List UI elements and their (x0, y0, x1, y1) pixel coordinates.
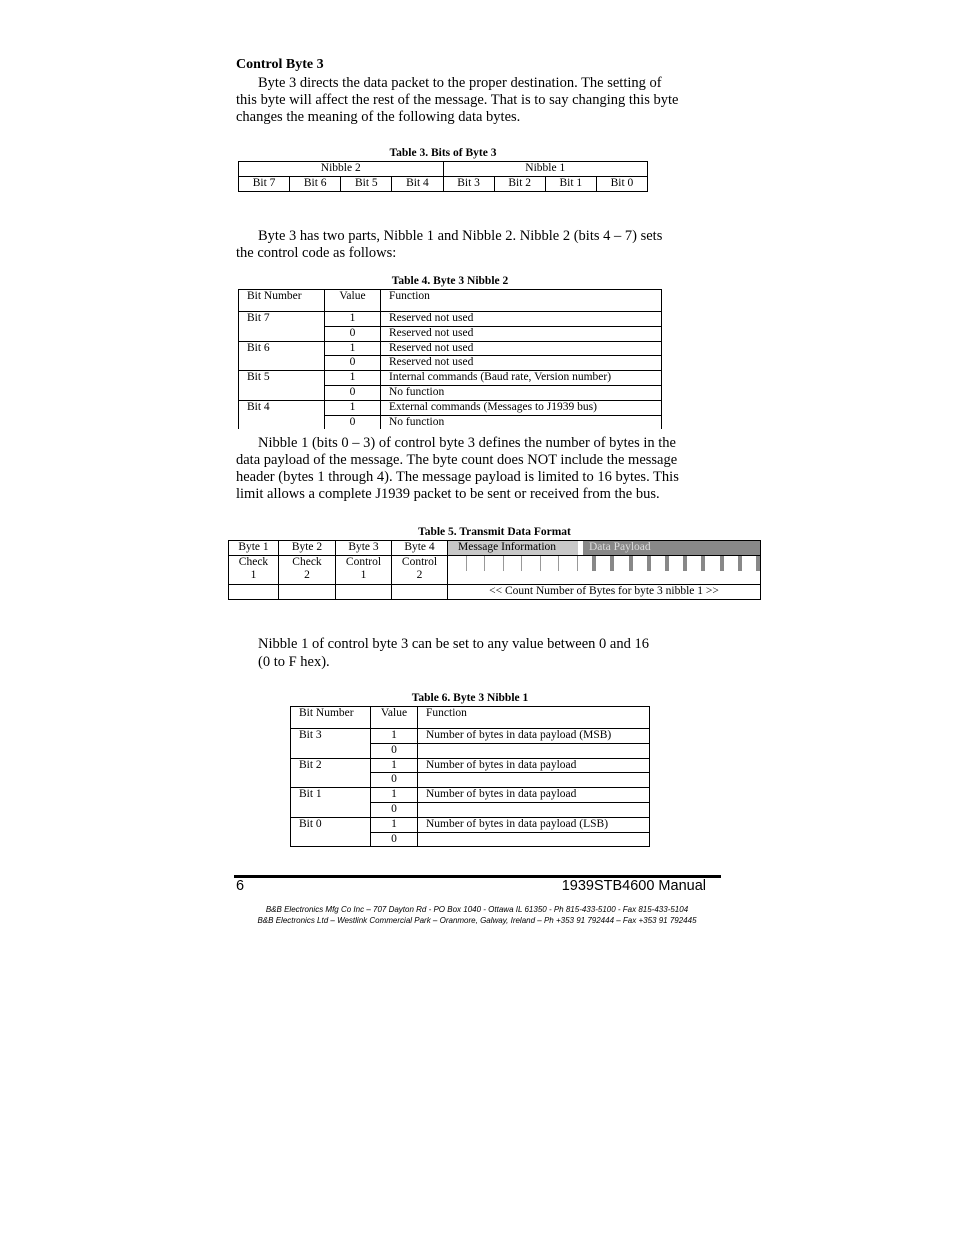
nibble-paragraph (236, 228, 662, 262)
value-cell: 1 (325, 371, 381, 386)
function-cell: Number of bytes in data payload (LSB) (418, 817, 650, 832)
footer-address-us: B&B Electronics Mfg Co Inc – 707 Dayton Rd - PO Box 1040 - Ottawa IL 61350 - Ph 815-433-5100 - Fax 815-433-5104 (265, 905, 689, 914)
bit-label: Bit 3 (291, 729, 371, 759)
function-cell (418, 743, 650, 758)
value-cell: 0 (325, 415, 381, 429)
text-line: Byte 3 has two parts, Nibble 1 and Nibble 2. Nibble 2 (bits 4 – 7) sets (258, 228, 663, 244)
function-cell: Reserved not used (381, 356, 662, 371)
function-cell: Number of bytes in data payload (MSB) (418, 729, 650, 744)
nibble-2-header: Nibble 2 (239, 162, 444, 177)
column-header: Function (418, 707, 650, 729)
bit-cell: Bit 2 (494, 177, 545, 192)
data-payload-label: Data Payload (583, 541, 760, 555)
byte-role: Control 1 (336, 556, 392, 585)
message-information-label: Message Information (448, 541, 578, 555)
bit-cell: Bit 5 (341, 177, 392, 192)
text-line: changes the meaning of the following data bytes. (236, 109, 521, 125)
text-line: this byte will affect the rest of the message. That is to say changing this byte (236, 92, 679, 108)
bit-label: Bit 6 (239, 341, 325, 371)
value-cell: 1 (325, 312, 381, 327)
text-line: data payload of the message. The byte count does NOT include the message (236, 452, 678, 468)
table3-caption: Table 3. Bits of Byte 3 (389, 147, 497, 159)
byte-role: Control 2 (392, 556, 448, 585)
range-paragraph (258, 636, 649, 671)
function-cell: No function (381, 385, 662, 400)
bit-label: Bit 7 (239, 312, 325, 342)
value-cell: 1 (371, 758, 418, 773)
footer-address-ie: B&B Electronics Ltd – Westlink Commercial Park – Oranmore, Galway, Ireland – Ph +353 91 792444 – Fax +353 91 792445 (257, 916, 697, 925)
value-cell: 0 (325, 326, 381, 341)
function-cell: No function (381, 415, 662, 429)
value-cell: 1 (371, 729, 418, 744)
text-line: the control code as follows: (236, 245, 397, 261)
bit-label: Bit 1 (291, 788, 371, 818)
table6-caption: Table 6. Byte 3 Nibble 1 (411, 692, 529, 704)
table5 (228, 540, 761, 600)
payload-paragraph (236, 435, 679, 503)
table3 (238, 161, 648, 192)
byte-header: Byte 4 (392, 541, 448, 556)
manual-title: 1939STB4600 Manual (561, 878, 706, 894)
bit-label: Bit 4 (239, 400, 325, 429)
byte-header: Byte 1 (229, 541, 279, 556)
function-cell: Reserved not used (381, 312, 662, 327)
bit-label: Bit 2 (291, 758, 371, 788)
text-line: header (bytes 1 through 4). The message payload is limited to 16 bytes. This (236, 469, 679, 485)
bit-cell: Bit 0 (596, 177, 647, 192)
function-cell (418, 773, 650, 788)
byte-role: Check 2 (279, 556, 336, 585)
function-cell: Number of bytes in data payload (418, 758, 650, 773)
value-cell: 1 (325, 341, 381, 356)
bit-label: Bit 5 (239, 371, 325, 401)
function-cell (418, 802, 650, 817)
bit-label: Bit 0 (291, 817, 371, 847)
value-cell: 0 (371, 743, 418, 758)
bit-cell: Bit 7 (239, 177, 290, 192)
value-cell: 1 (325, 400, 381, 415)
byte-role: Check 1 (229, 556, 279, 585)
value-cell: 0 (371, 773, 418, 788)
text-line: (0 to F hex). (258, 654, 330, 670)
bit-cell: Bit 6 (290, 177, 341, 192)
text-line: Nibble 1 (bits 0 – 3) of control byte 3 defines the number of bytes in the (258, 435, 676, 451)
column-header: Bit Number (291, 707, 371, 729)
text-line: Byte 3 directs the data packet to the proper destination. The setting of (258, 75, 662, 91)
value-cell: 0 (325, 385, 381, 400)
value-cell: 0 (325, 356, 381, 371)
table4 (238, 289, 662, 429)
function-cell: External commands (Messages to J1939 bus) (381, 400, 662, 415)
intro-paragraph (236, 75, 678, 126)
value-cell: 0 (371, 802, 418, 817)
text-line: Nibble 1 of control byte 3 can be set to any value between 0 and 16 (258, 636, 649, 652)
column-header: Value (371, 707, 418, 729)
function-cell (418, 832, 650, 847)
bit-cell: Bit 4 (392, 177, 443, 192)
function-cell: Reserved not used (381, 341, 662, 356)
table4-caption: Table 4. Byte 3 Nibble 2 (391, 275, 509, 287)
bit-cell: Bit 3 (443, 177, 494, 192)
bit-cell: Bit 1 (545, 177, 596, 192)
nibble-1-header: Nibble 1 (443, 162, 648, 177)
column-header: Bit Number (239, 290, 325, 312)
value-cell: 1 (371, 788, 418, 803)
value-cell: 1 (371, 817, 418, 832)
function-cell: Number of bytes in data payload (418, 788, 650, 803)
section-heading: Control Byte 3 (236, 57, 324, 72)
table6 (290, 706, 650, 847)
page-number: 6 (236, 878, 245, 894)
count-note: << Count Number of Bytes for byte 3 nibble 1 >> (448, 585, 761, 600)
column-header: Function (381, 290, 662, 312)
column-header: Value (325, 290, 381, 312)
function-cell: Internal commands (Baud rate, Version number) (381, 371, 662, 386)
value-cell: 0 (371, 832, 418, 847)
text-line: limit allows a complete J1939 packet to be sent or received from the bus. (236, 486, 660, 502)
byte-header: Byte 3 (336, 541, 392, 556)
payload-header (448, 541, 761, 556)
table5-caption: Table 5. Transmit Data Format (418, 526, 571, 538)
byte-header: Byte 2 (279, 541, 336, 556)
function-cell: Reserved not used (381, 326, 662, 341)
payload-byte-cells (448, 556, 761, 585)
